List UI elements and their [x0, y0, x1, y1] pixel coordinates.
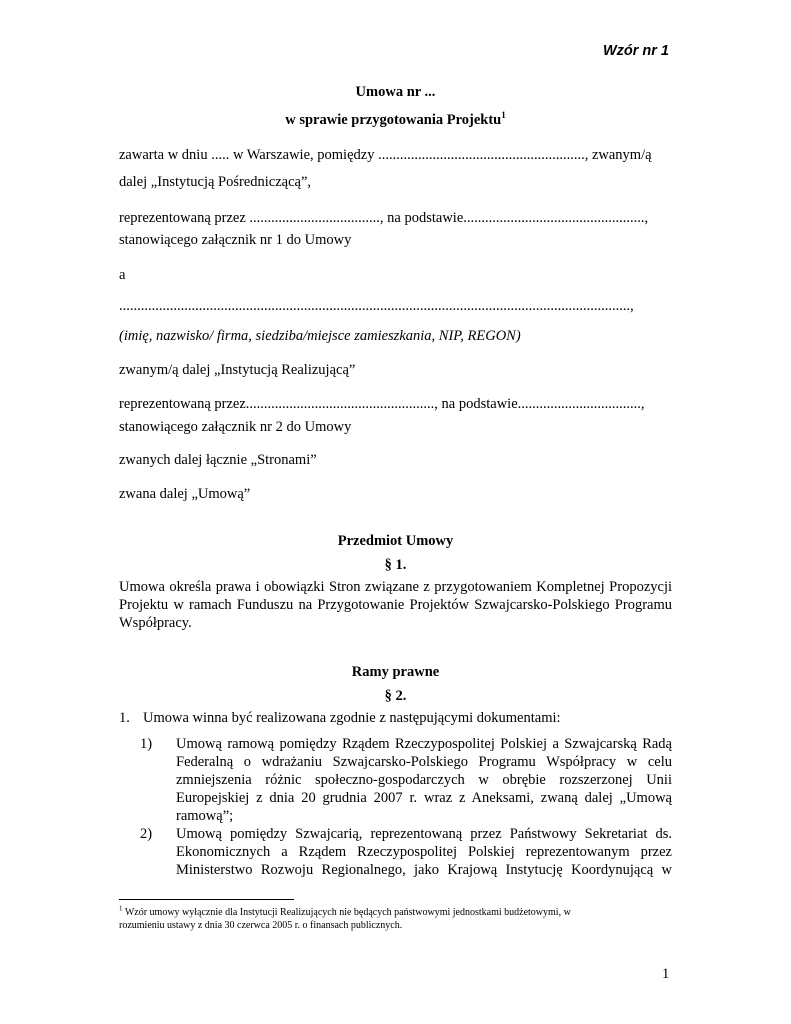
sub-item-2: [140, 825, 672, 879]
sub-item-2-line-2: Ekonomicznych a Rządem Rzeczypospolitej Polskiej reprezentowanym przez: [176, 844, 672, 860]
footnote-line-2: rozumieniu ustawy z dnia 30 czerwca 2005 r. o finansach publicznych.: [119, 920, 403, 931]
parties-line-8: zwanym/ą dalej „Instytucją Realizującą”: [119, 362, 356, 378]
section-1-number: § 1.: [384, 557, 407, 573]
footnote-ref: 1: [501, 110, 506, 121]
parties-line-11: zwanych dalej łącznie „Stronami”: [119, 452, 317, 468]
parties-line-1: zawarta w dniu ..... w Warszawie, pomiędzy ........................................................., zwanym/ą: [119, 147, 652, 163]
sub-item-1-line-1: Umową ramową pomiędzy Rządem Rzeczypospolitej Polskiej a Szwajcarską Radą: [176, 736, 672, 752]
parties-line-7: (imię, nazwisko/ firma, siedziba/miejsce zamieszkania, NIP, REGON): [119, 328, 521, 344]
parties-line-6: .............................................................................................................................................,: [119, 298, 634, 314]
sub-item-2-line-3: Ministerstwo Rozwoju Regionalnego, jako Krajową Instytucję Koordynującą w: [176, 862, 672, 878]
section-1-text: Umowa określa prawa i obowiązki Stron związane z przygotowaniem Kompletnej Propozycji Projektu w ramach Funduszu na Przygotowanie Projektów Szwajcarsko-Polskiego Programu Współpracy.: [119, 579, 672, 631]
agreement-subtitle: [0, 112, 791, 129]
section-2-number: § 2.: [384, 688, 407, 704]
page-number: 1: [662, 966, 670, 982]
agreement-title: Umowa nr ...: [355, 84, 436, 100]
footnote-line-1: [119, 906, 679, 919]
list-item-1: [119, 710, 672, 728]
form-label: Wzór nr 1: [602, 43, 669, 59]
list-item-1-number: 1.: [119, 710, 130, 726]
parties-line-9: reprezentowaną przez...................................................., na podstawie..................................,: [119, 396, 645, 412]
section-2-heading: Ramy prawne: [351, 664, 440, 680]
sub-item-1: [140, 735, 672, 825]
sub-item-1-line-3: zmniejszenia różnic społeczno-gospodarczych w obrębie rozszerzonej Unii: [176, 772, 672, 788]
sub-item-1-number: 1): [140, 736, 153, 752]
sub-item-2-line-1: Umową pomiędzy Szwajcarią, reprezentowaną przez Państwowy Sekretariat ds.: [176, 826, 672, 842]
parties-line-5: a: [119, 267, 126, 283]
parties-line-3: reprezentowaną przez ...................................., na podstawie..................................................,: [119, 210, 649, 226]
footnote-separator: [119, 899, 294, 900]
parties-line-4: stanowiącego załącznik nr 1 do Umowy: [119, 232, 352, 248]
sub-item-2-number: 2): [140, 826, 153, 842]
sub-item-1-line-4: Europejskiej z dnia 20 grudnia 2007 r. wraz z Aneksami, zwaną dalej „Umową: [176, 790, 672, 806]
footnote-marker: 1: [119, 904, 123, 913]
agreement-subtitle-text: w sprawie przygotowania Projektu: [285, 112, 502, 128]
sub-item-1-line-5: ramową”;: [176, 808, 234, 824]
list-item-1-text: Umowa winna być realizowana zgodnie z następującymi dokumentami:: [143, 710, 561, 726]
section-1-heading: Przedmiot Umowy: [337, 533, 454, 549]
footnote-line-1-text: Wzór umowy wyłącznie dla Instytucji Realizujących nie będących państwowymi jednostkami budżetowymi, w: [124, 907, 571, 918]
sub-item-1-line-2: Federalną o wdrażaniu Szwajcarsko-Polskiego Programu Współpracy w celu: [176, 754, 672, 770]
parties-line-10: stanowiącego załącznik nr 2 do Umowy: [119, 419, 352, 435]
footnote: [119, 906, 679, 932]
parties-line-12: zwana dalej „Umową”: [119, 486, 251, 502]
parties-line-2: dalej „Instytucją Pośredniczącą”,: [119, 174, 312, 190]
